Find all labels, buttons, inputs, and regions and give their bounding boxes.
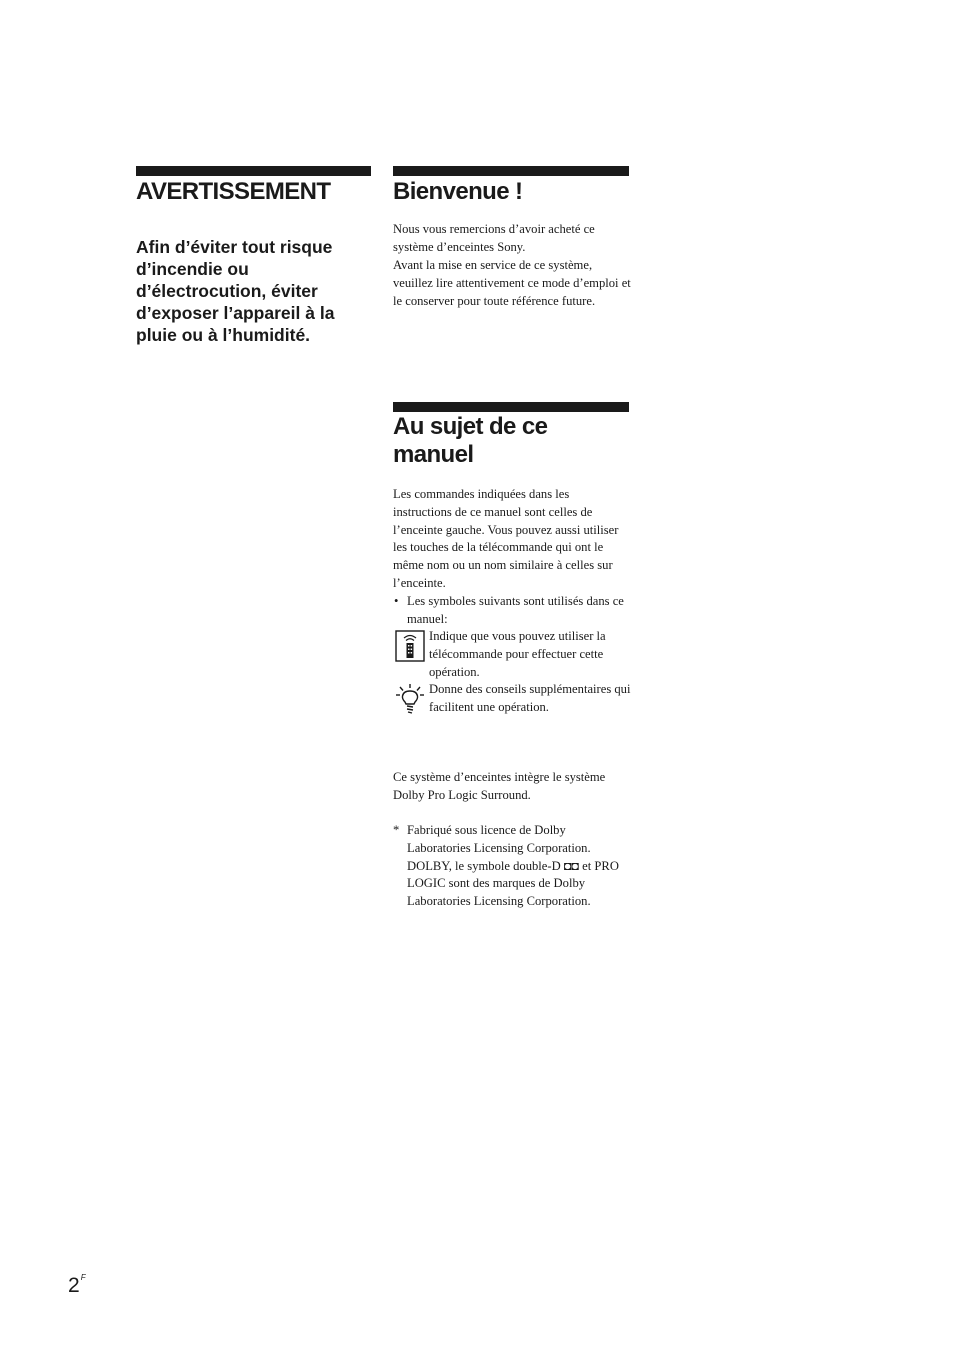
page-number	[68, 1265, 86, 1299]
remote-control-icon	[395, 630, 425, 662]
dolby-paragraph: Ce système d’enceintes intègre le système Dolby Pro Logic Surround.	[393, 770, 606, 802]
warning-text: Afin d’éviter tout risque d’incendie ou d’électrocution, éviter d’exposer l’appareil à la pluie ou à l’humidité.	[136, 237, 335, 345]
heading-bienvenue: Bienvenue !	[393, 178, 523, 205]
heading-rule-au-sujet	[393, 402, 629, 412]
symbol-tip-text: Donne des conseils supplémentaires qui facilitent une opération.	[429, 682, 631, 714]
dolby-footnote	[393, 822, 631, 911]
page-number-suffix: F	[80, 1273, 86, 1282]
symbol-remote	[393, 628, 631, 681]
heading-au-sujet-line-1: Au sujet de ce	[393, 413, 548, 440]
lightbulb-tip-icon	[395, 683, 425, 715]
heading-au-sujet-line-2: manuel	[393, 441, 474, 468]
welcome-paragraph-2: Avant la mise en service de ce système, veuillez lire attentivement ce mode d’emploi et le conserver pour toute référence future.	[393, 258, 631, 308]
manual-paragraph: Les commandes indiquées dans les instructions de ce manuel sont celles de l’enceinte gauche. Vous pouvez aussi utiliser les touches de la télécommande qui ont le même nom ou un nom similaire à celles sur l’enceinte.	[393, 487, 619, 590]
heading-rule-avertissement	[136, 166, 371, 176]
welcome-paragraph-1: Nous vous remercions d’avoir acheté ce système d’enceintes Sony.	[393, 222, 595, 254]
heading-avertissement: AVERTISSEMENT	[136, 178, 331, 205]
page-number-value: 2	[68, 1274, 80, 1297]
footnote-mark: *	[393, 823, 400, 837]
heading-au-sujet	[393, 413, 547, 469]
bullet-mark: •	[394, 594, 399, 608]
symbol-remote-text: Indique que vous pouvez utiliser la télécommande pour effectuer cette opération.	[429, 629, 606, 679]
bullet-text: Les symboles suivants sont utilisés dans ce manuel:	[407, 594, 624, 626]
symbol-tip	[393, 681, 631, 717]
footnote-text: Fabriqué sous licence de Dolby Laboratories Licensing Corporation. DOLBY, le symbole double-D ◘◘ et PRO LOGIC sont des marques de Dolby Laboratories Licensing Corporation.	[407, 823, 619, 909]
symbols-bullet	[393, 593, 631, 629]
heading-rule-bienvenue	[393, 166, 629, 176]
